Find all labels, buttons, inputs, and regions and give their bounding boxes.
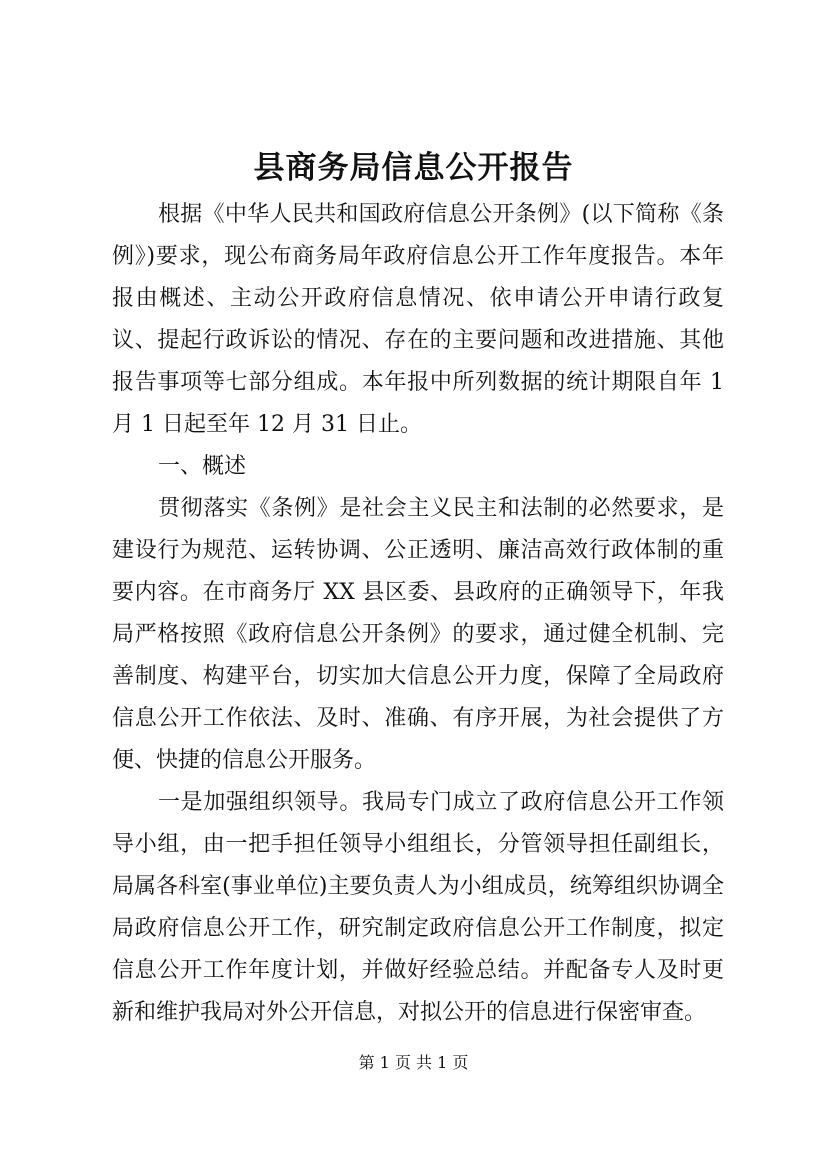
section-heading-overview: 一、概述: [158, 454, 247, 479]
organization-paragraph: 一是加强组织领导。我局专门成立了政府信息公开工作领导小组，由一把手担任领导小组组长，分管领导担任副组长，局属各科室(事业单位)主要负责人为小组成员，统筹组织协调全局政府信息公开工作，研究制定政府信息公开工作制度，拟定信息公开工作年度计划，并做好经验总结。并配备专人及时更新和维护我局对外公开信息，对拟公开的信息进行保密审查。: [112, 790, 724, 1025]
overview-paragraph: 贯彻落实《条例》是社会主义民主和法制的必然要求，是建设行为规范、运转协调、公正透明、廉洁高效行政体制的重要内容。在市商务厅 XX 县区委、县政府的正确领导下，年我局严格按照《政府信息公开条例》的要求，通过健全机制、完善制度、构建平台，切实加大信息公开力度，保障了全局政府信息公开工作依法、及时、准确、有序开展，为社会提供了方便、快捷的信息公开服务。: [112, 496, 724, 773]
page-footer: 第 1 页 共 1 页: [358, 1053, 469, 1072]
intro-paragraph: 根据《中华人民共和国政府信息公开条例》(以下简称《条例》)要求，现公布商务局年政府信息公开工作年度报告。本年报由概述、主动公开政府信息情况、依申请公开申请行政复议、提起行政诉讼的情况、存在的主要问题和改进措施、其他报告事项等七部分组成。本年报中所列数据的统计期限自年 1 月 1 日起至年 12 月 31 日止。: [112, 202, 724, 437]
document-title: 县商务局信息公开报告: [253, 150, 574, 186]
document-body: [112, 194, 724, 1034]
